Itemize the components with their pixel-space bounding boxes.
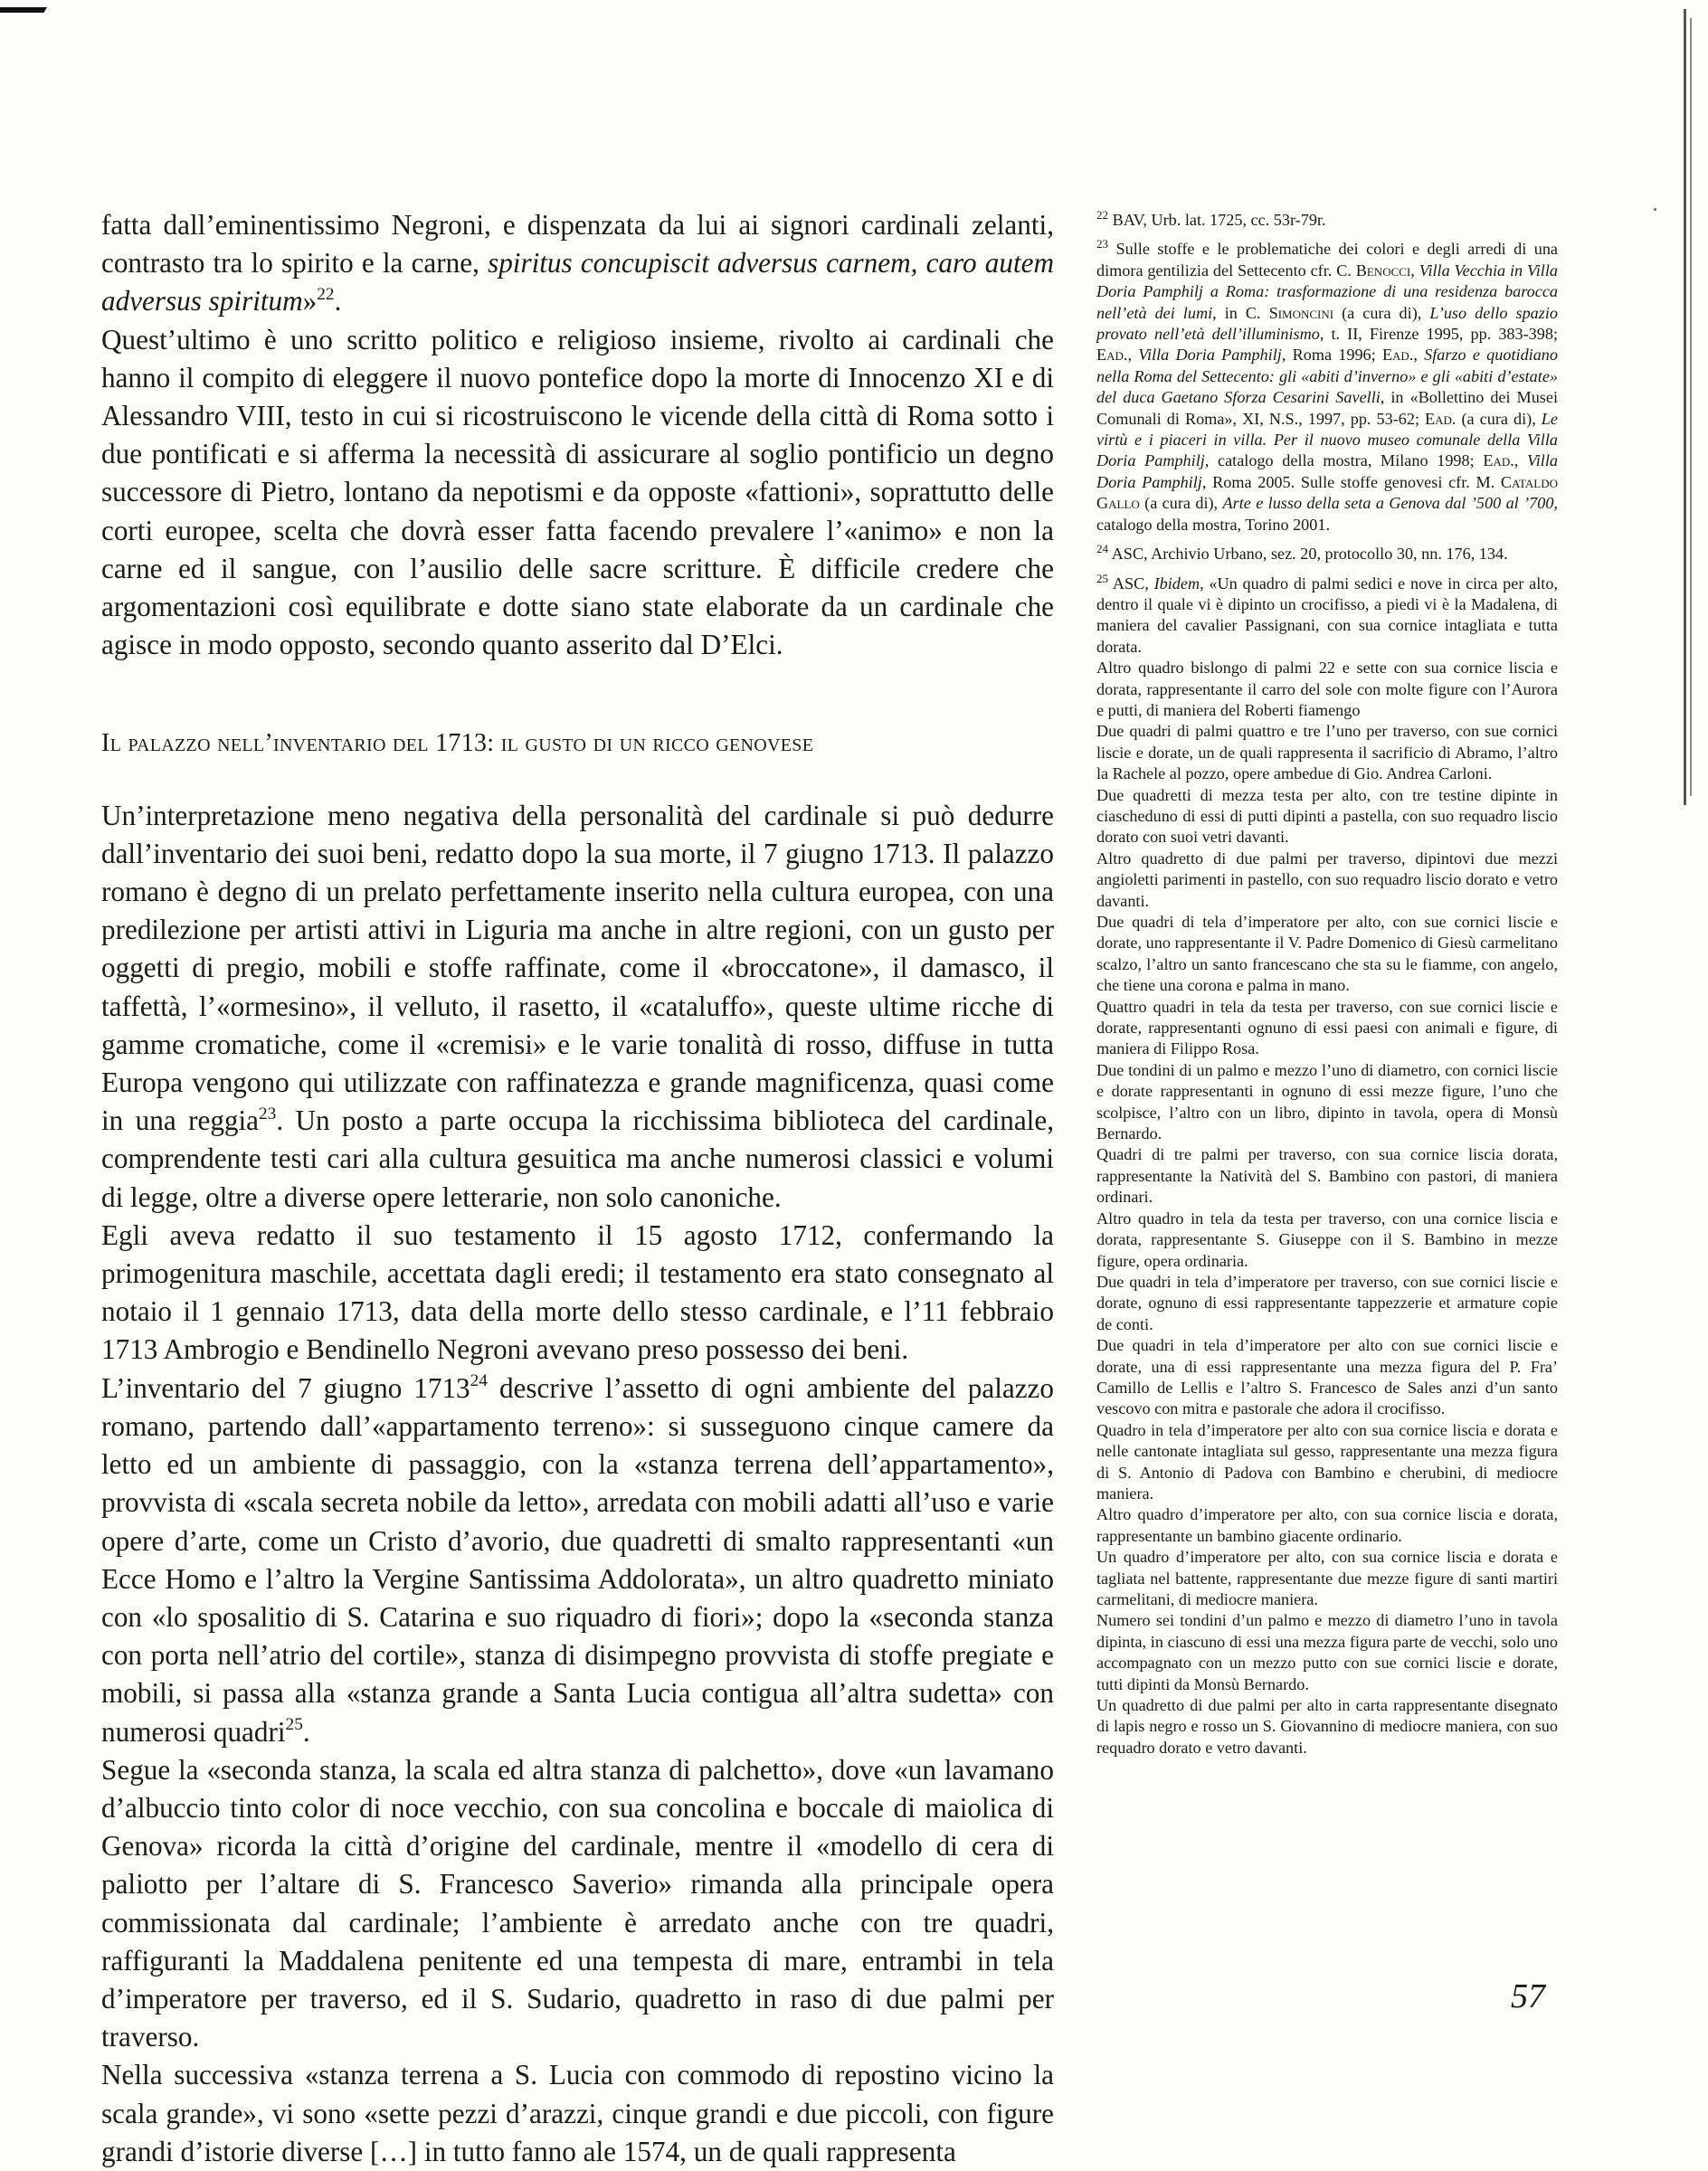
footnote-22: $^{22}$ BAV, Urb. lat. 1725, cc. 53r-79r.	[1096, 207, 1326, 229]
footnote-ref-22[interactable]: 22	[317, 285, 335, 305]
paragraph-2: Quest’ultimo è uno scritto politico e religioso insieme, rivolto ai cardinali che hanno il compito di eleggere il nuovo pontefice dopo la morte di Innocenzo XI e di Alessandro VIII, testo in cui si ricostruiscono le vicende della città di Roma sotto i due pontificati e si afferma la necessità di assicurare al soglio pontificio un degno successore di Pietro, lontano da nepotismi e da opposte «fattioni», soprattutto delle corti europee, scelta che dovrà esser fatta facendo prevalere l’«animo» e non la carne ed il sangue, con l’ausilio delle sacre scritture. È difficile credere che argomentazioni così equilibrate e dotte siano state elaborate da un cardinale che agisce in modo opposto, secondo quanto asserito dal D’Elci.	[101, 323, 1054, 661]
footnote-ref-23[interactable]: 23	[259, 1104, 277, 1123]
inventory-item: Due quadretti di mezza testa per alto, con tre testine dipinte in ciascheduno di essi di putti dipinti a pastella, con suo requadro liscio dorato con suoi vetri davanti.	[1096, 785, 1558, 847]
paragraph-6: Segue la «seconda stanza, la scala ed altra stanza di palchetto», dove «un lavamano d’albuccio tinto color di noce vecchio, con sua concolina e boccale di maiolica di Genova» ricorda la città d’origine del cardinale, mentre il «modello di cera di paliotto per l’altare di S. Francesco Saverio» rimanda alla principale opera commissionata dal cardinale; l’ambiente è arredato anche con tre quadri, raffiguranti la Maddalena penitente ed una tempesta di mare, entrambi in tela d’imperatore per traverso, ed il S. Sudario, quadretto in raso di due palmi per traverso.	[101, 1753, 1054, 2053]
footnote-24: $^{24}$ ASC, Archivio Urbano, sez. 20, protocollo 30, nn. 176, 134.	[1096, 542, 1508, 564]
inventory-item: Due quadri in tela d’imperatore per traverso, con sue cornici liscie e dorate, ognuno di essi rappresentante tappezzerie et armature copie de conti.	[1096, 1272, 1558, 1333]
paragraph-1: fatta dall’eminentissimo Negroni, e dispenzata da lui ai signori cardinali zelanti, contrasto tra lo spirito e la carne, spiritus concupiscit adversus carnem, caro autem adversus spiritum»$^{22}$.	[101, 209, 1054, 318]
paragraph-3: Un’interpretazione meno negativa della personalità del cardinale si può dedurre dall’inventario dei suoi beni, redatto dopo la sua morte, il 7 giugno 1713. Il palazzo romano è degno di un prelato perfettamente inserito nella cultura europea, con una predilezione per artisti attivi in Liguria ma anche in altre regioni, con un gusto per oggetti di pregio, mobili e stoffe raffinate, come il «broccatone», il damasco, il taffettà, l’«ormesino», il velluto, il rasetto, il «cataluffo», queste ultime ricche di gamme cromatiche, come il «cremisi» e le varie tonalità di rosso, diffuse in tutta Europa vengono qui utilizzate con raffinatezza e grande magnificenza, quasi come in una reggia$^{23}$. Un posto a parte occupa la ricchissima biblioteca del cardinale, comprendente testi cari alla cultura gesuitica ma anche numerosi classici e volumi di legge, oltre a diverse opere letterarie, non solo canoniche.	[101, 799, 1054, 1213]
inventory-item: Due quadri in tela d’imperatore per alto con sue cornici liscie e dorate, una di essi rappresentante una mezza figura del P. Fra’ Camillo de Lellis e l’altro S. Francesco de Sales anzi d’un santo vescovo con mitra e pastorale che adora il crocifisso.	[1096, 1336, 1558, 1418]
inventory-item: Altro quadro in tela da testa per traverso, con una cornice liscia e dorata, rappresentante S. Giuseppe con il S. Bambino in mezze figure, opera ordinaria.	[1096, 1209, 1558, 1270]
inventory-item: Altro quadro bislongo di palmi 22 e sette con sua cornice liscia e dorata, rappresentante il carro del sole con molte figure con l’Aurora e putti, di maniera del Roberti fiamengo	[1096, 659, 1558, 719]
inventory-item: Un quadretto di due palmi per alto in carta rappresentante disegnato di lapis negro e rosso un S. Giovannino di mediocre maniera, con suo requadro dorato e vetro davanti.	[1096, 1696, 1558, 1757]
section-heading: Il palazzo nell’inventario del 1713: il gusto di un ricco genovese	[101, 729, 814, 758]
inventory-item: Due quadri di palmi quattro e tre l’uno per traverso, con sue cornici liscie e dorate, un de quali rappresenta il sacrificio di Abramo, l’altro la Rachele al pozzo, opere ambedue di Gio. Andrea Carloni.	[1096, 722, 1558, 783]
paragraph-4: Egli aveva redatto il suo testamento il 15 agosto 1712, confermando la primogenitura maschile, accettata dagli eredi; il testamento era stato consegnato al notaio il 1 gennaio 1713, data della morte dello stesso cardinale, e l’11 febbraio 1713 Ambrogio e Bendinello Negroni avevano preso possesso dei beni.	[101, 1218, 1054, 1366]
footnote-25-first: $^{25}$ ASC, Ibidem, «Un quadro di palmi sedici e nove in circa per alto, dentro il quale vi è dipinto un crocifisso, a piedi vi è la Madalena, di maniera del cavalier Passignani, con sua cornice intagliata e tutta dorata.	[1096, 571, 1558, 656]
footnotes-column	[1096, 207, 1559, 1767]
inventory-item: Quattro quadri in tela da testa per traverso, con sue cornici liscie e dorate, rappresentanti ognuno di essi paesi con animali e figure, di maniera di Filippo Rosa.	[1096, 997, 1558, 1058]
corner-scan-mark	[0, 7, 47, 13]
footnote-ref-25[interactable]: 25	[285, 1715, 303, 1735]
main-text-column	[101, 206, 1054, 2171]
footnote-ref-24[interactable]: 24	[470, 1371, 488, 1391]
inventory-item: Due tondini di un palmo e mezzo l’uno di diametro, con cornici liscie e dorate rappresentanti in ognuno di essi mezze figure, l’uno che scolpisce, l’altro con un libro, dipinto in tavola, opera di Monsù Bernardo.	[1096, 1060, 1558, 1143]
inventory-item: Due quadri di tela d’imperatore per alto, con sue cornici liscie e dorate, uno rappresentante il V. Padre Domenico di Giesù carmelitano scalzo, l’altro un santo francescano che sta su le fiamme, con angelo, che tiene una corona e palma in mano.	[1096, 913, 1558, 995]
latin-quote: spiritus concupiscit adversus carnem, caro autem adversus spiritum	[101, 247, 1054, 318]
inventory-item: Quadro in tela d’imperatore per alto con sua cornice liscia e dorata e nelle cantonate intagliata sul gesso, rappresentante una mezza figura di S. Antonio di Padova con Bambino e cherubini, di mediocre maniera.	[1096, 1420, 1558, 1503]
inventory-item: Quadri di tre palmi per traverso, con sua cornice liscia dorata, rappresentante la Natività del S. Bambino con pastori, di maniera ordinari.	[1096, 1145, 1558, 1207]
scan-edge-line	[1684, 9, 1686, 805]
page-number: 57	[1511, 1977, 1545, 2015]
scan-speck	[1654, 208, 1656, 211]
scan-edge-line-secondary	[1690, 18, 1692, 796]
footnote-25	[1096, 571, 1558, 1759]
inventory-item: Altro quadro d’imperatore per alto, con sua cornice liscia e dorata, rappresentante un bambino giacente ordinario.	[1096, 1505, 1558, 1545]
inventory-item: Altro quadretto di due palmi per traverso, dipintovi due mezzi angioletti parimenti in pastello, con suo requadro liscio dorato e vetro davanti.	[1096, 848, 1558, 910]
footnote-23: $^{23}$ Sulle stoffe e le problematiche dei colori e degli arredi di una dimora gentilizia del Settecento cfr. C. Benocci, Villa Vecchia in Villa Doria Pamphilj a Roma: trasformazione di una residenza barocca nell’età dei lumi, in C. Simoncini (a cura di), L’uso dello spazio provato nell’età dell’illuminismo, t. II, Firenze 1995, pp. 383-398; Ead., Villa Doria Pamphilj, Roma 1996; Ead., Sfarzo e quotidiano nella Roma del Settecento: gli «abiti d’inverno» e gli «abiti d’estate» del duca Gaetano Sforza Cesarini Savelli, in «Bollettino dei Musei Comunali di Roma», XI, N.S., 1997, pp. 53-62; Ead. (a cura di), Le virtù e i piaceri in villa. Per il nuovo museo comunale della Villa Doria Pamphilj, catalogo della mostra, Milano 1998; Ead., Villa Doria Pamphilj, Roma 2005. Sulle stoffe genovesi cfr. M. Cataldo Gallo (a cura di), Arte e lusso della seta a Genova dal ’500 al ’700, catalogo della mostra, Torino 2001.	[1096, 237, 1559, 534]
inventory-item: Numero sei tondini d’un palmo e mezzo di diametro l’uno in tavola dipinta, in ciascuno di essi una mezza figura parte de vecchi, solo uno accompagnato con un mezzo putto con sue cornici liscie e dorate, tutti dipinti da Monsù Bernardo.	[1096, 1611, 1558, 1693]
inventory-item: Un quadro d’imperatore per alto, con sua cornice liscia e dorata e tagliata nel battente, rappresentante due mezze figure di santi martiri carmelitani, di mediocre maniera.	[1096, 1548, 1558, 1608]
paragraph-7: Nella successiva «stanza terrena a S. Lucia con commodo di repostino vicino la scala grande», vi sono «sette pezzi d’arazzi, cinque grandi e due piccoli, con figure grandi d’istorie diverse […] in tutto fanno ale 1574, un de quali rappresenta	[101, 2059, 1054, 2167]
paragraph-5: L’inventario del 7 giugno 1713$^{24}$ descrive l’assetto di ogni ambiente del palazzo romano, partendo dall’«appartamento terreno»: si susseguono cinque camere da letto ed un ambiente di passaggio, con la «stanza terrena dell’appartamento», provvista di «scala secreta nobile da letto», arredata con mobili adatti all’uso e varie opere d’arte, come un Cristo d’avorio, due quadretti di smalto rappresentanti «un Ecce Homo e l’altro la Vergine Santissima Addolorata», un altro quadretto miniato con «lo sposalitio di S. Catarina e suo riquadro di fiori»; dopo la «seconda stanza con porta nell’atrio del cortile», stanza di disimpegno provvista di stoffe pregiate e mobili, si passa alla «stanza grande a Santa Lucia contigua all’altra sudetta» con numerosi quadri$^{25}$.	[101, 1371, 1054, 1748]
